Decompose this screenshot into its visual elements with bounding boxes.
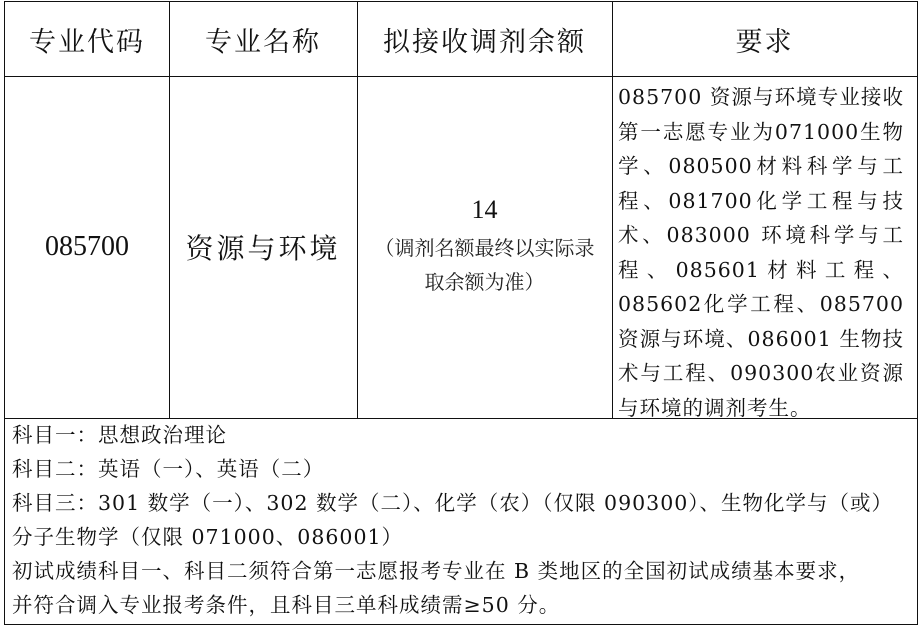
header-name: 专业名称 xyxy=(205,26,321,58)
quota-cell xyxy=(357,76,612,418)
quota-note: （调剂名额最终以实际录取余额为准） xyxy=(374,236,595,294)
major-code: 085700 xyxy=(45,231,129,262)
note-line: 科目二：英语（一）、英语（二） xyxy=(12,457,325,481)
header-requirement: 要求 xyxy=(735,26,794,58)
note-line: 科目一：思想政治理论 xyxy=(12,423,227,447)
requirement-text: 085700 资源与环境专业接收第一志愿专业为071000生物学、080500材料科学与工程、081700化学工程与技术、083000 环境科学与工程、085601材料工程、085602化学工程、085700资源与环境、086001 生物技术与工程、090300农业资源与环境的调剂考生。 xyxy=(618,85,904,420)
quota-value: 14 xyxy=(471,195,498,224)
note-line: 并符合调入专业报考条件，且科目三单科成绩需≥50 分。 xyxy=(12,593,561,617)
note-line: 科目三：301 数学（一）、302 数学（二）、化学（农）（仅限 090300）、生物化学与（或） xyxy=(12,491,894,515)
major-name: 资源与环境 xyxy=(185,232,341,265)
exam-notes xyxy=(12,418,908,622)
note-line: 分子生物学（仅限 071000、086001） xyxy=(12,525,404,549)
note-line: 初试成绩科目一、科目二须符合第一志愿报考专业在 B 类地区的全国初试成绩基本要求， xyxy=(12,559,861,583)
header-quota: 拟接收调剂余额 xyxy=(383,26,586,58)
header-code: 专业代码 xyxy=(29,26,145,58)
